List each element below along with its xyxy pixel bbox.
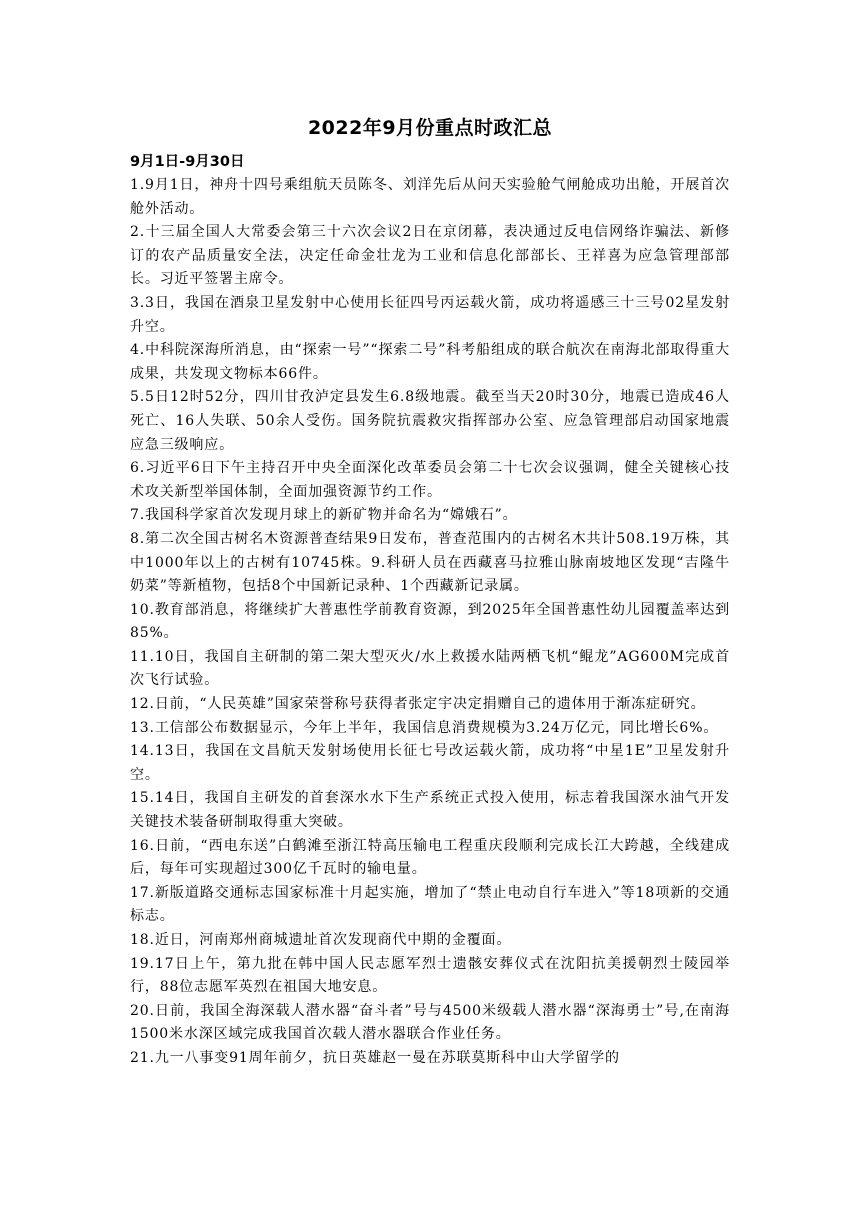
news-item: 19.17日上午，第九批在韩中国人民志愿军烈士遗骸安葬仪式在沈阳抗美援朝烈士陵园举行，88位志愿军英烈在祖国大地安息。 xyxy=(130,955,730,996)
news-item: 16.日前，“西电东送”白鹤滩至浙江特高压输电工程重庆段顺利完成长江大跨越，全线建成后，每年可实现超过300亿千瓦时的输电量。 xyxy=(130,837,730,878)
news-item: 1.9月1日，神舟十四号乘组航天员陈冬、刘洋先后从问天实验舱气闸舱成功出舱，开展首次舱外活动。 xyxy=(130,177,730,217)
news-item: 2.十三届全国人大常委会第三十六次会议2日在京闭幕，表决通过反电信网络诈骗法、新修订的农产品质量安全法，决定任命金壮龙为工业和信息化部部长、王祥喜为应急管理部部长。习近平签署主席令。 xyxy=(130,224,730,288)
news-item: 12.日前，“人民英雄”国家荣誉称号获得者张定宇决定捐赠自己的遗体用于渐冻症研究。 xyxy=(130,696,706,713)
news-item: 14.13日，我国在文昌航天发射场使用长征七号改运载火箭，成功将“中星1E”卫星发射升空。 xyxy=(130,743,730,783)
news-item: 13.工信部公布数据显示，今年上半年，我国信息消费规模为3.24万亿元，同比增长6%。 xyxy=(130,719,719,736)
news-item: 7.我国科学家首次发现月球上的新矿物并命名为“嫦娥石”。 xyxy=(130,507,518,524)
news-item: 11.10日，我国自主研制的第二架大型灭火/水上救援水陆两栖飞机“鲲龙”AG600M完成首次飞行试验。 xyxy=(130,648,730,689)
news-item: 10.教育部消息，将继续扩大普惠性学前教育资源，到2025年全国普惠性幼儿园覆盖率达到85%。 xyxy=(130,601,730,642)
news-item: 8.第二次全国古树名木资源普查结果9日发布，普查范围内的古树名木共计508.19万株，其中1000年以上的古树有10745株。9.科研人员在西藏喜马拉雅山脉南坡地区发现“吉隆牛奶菜”等新植物，包括8个中国新记录种、1个西藏新记录属。 xyxy=(130,530,730,595)
date-range-heading: 9月1日-9月30日 xyxy=(130,154,245,170)
document-title: 2022年9月份重点时政汇总 xyxy=(307,117,553,139)
news-item: 3.3日，我国在酒泉卫星发射中心使用长征四号丙运载火箭，成功将遥感三十三号02星发射升空。 xyxy=(130,294,730,335)
news-item: 20.日前，我国全海深载人潜水器“奋斗者”号与4500米级载人潜水器“深海勇士”号,在南海1500米水深区域完成我国首次载人潜水器联合作业任务。 xyxy=(130,1002,730,1043)
news-item: 6.习近平6日下午主持召开中央全面深化改革委员会第二十七次会议强调，健全关键核心技术攻关新型举国体制，全面加强资源节约工作。 xyxy=(130,460,730,500)
news-item: 5.5日12时52分，四川甘孜泸定县发生6.8级地震。截至当天20时30分，地震已造成46人死亡、16人失联、50余人受伤。国务院抗震救灾指挥部办公室、应急管理部启动国家地震应急三级响应。 xyxy=(130,389,730,453)
news-item: 17.新版道路交通标志国家标准十月起实施，增加了“禁止电动自行车进入”等18项新的交通标志。 xyxy=(130,884,730,925)
news-item: 15.14日，我国自主研发的首套深水水下生产系统正式投入使用，标志着我国深水油气开发关键技术装备研制取得重大突破。 xyxy=(130,790,730,831)
news-item-list xyxy=(130,174,730,1071)
news-item: 21.九一八事变91周年前夕，抗日英雄赵一曼在苏联莫斯科中山大学留学的 xyxy=(130,1049,620,1066)
news-item: 18.近日，河南郑州商城遗址首次发现商代中期的金覆面。 xyxy=(130,932,512,948)
news-item: 4.中科院深海所消息，由“探索一号”“探索二号”科考船组成的联合航次在南海北部取得重大成果，共发现文物标本66件。 xyxy=(130,342,730,382)
document-body xyxy=(130,114,730,1071)
